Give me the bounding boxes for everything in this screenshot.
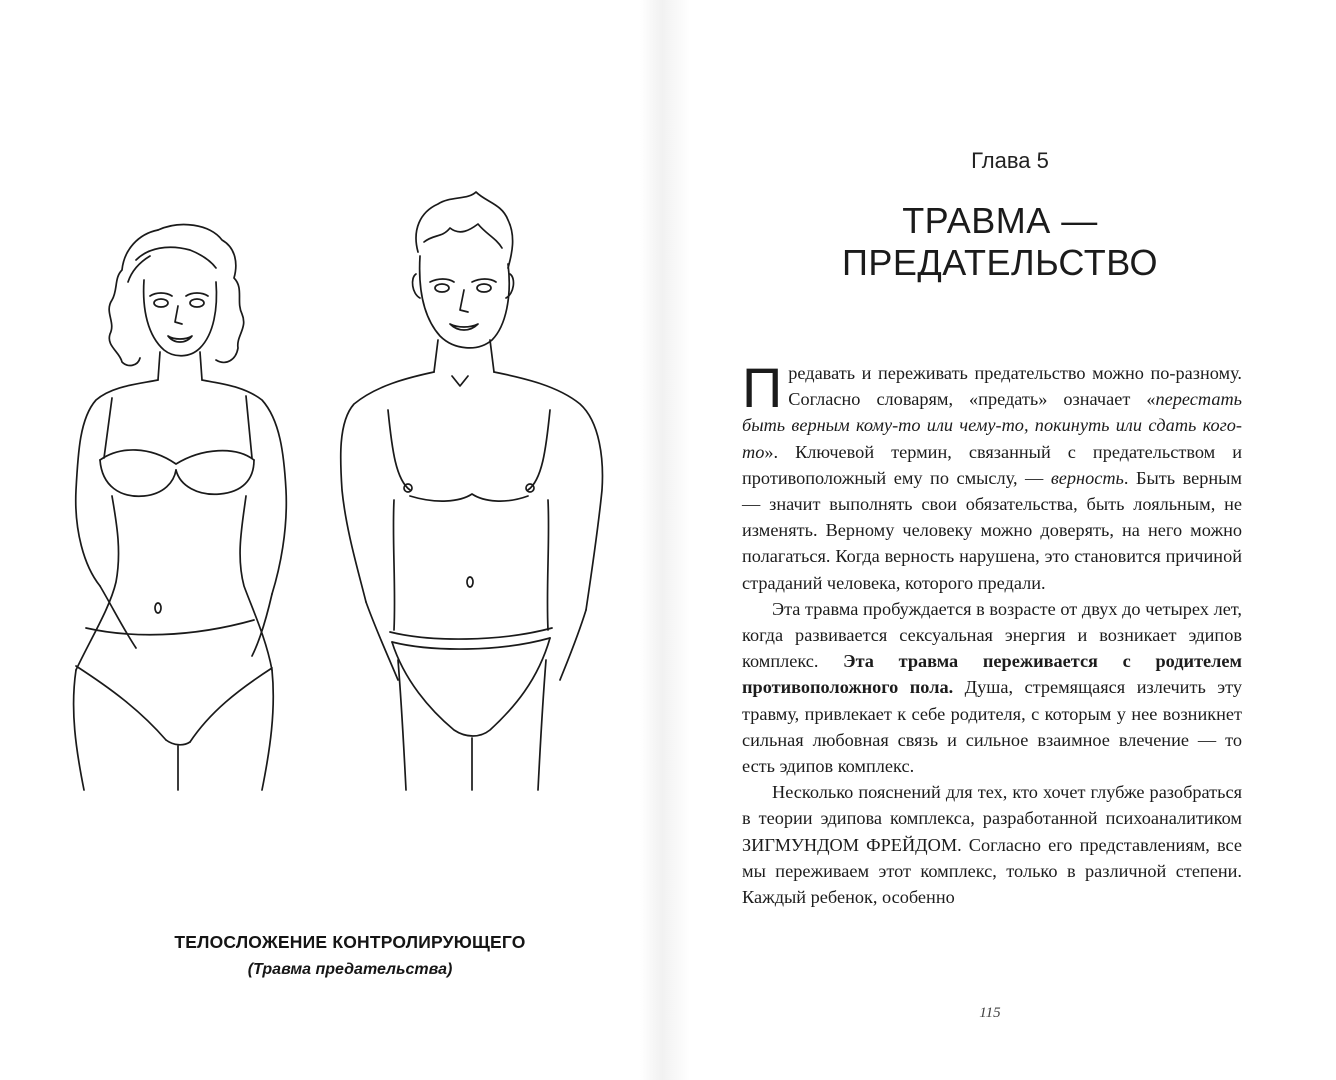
body-type-illustration — [40, 190, 640, 810]
paragraph-1-text-b: ». Ключевой термин, связанный с предательством и противоположный ему по смыслу, — — [742, 441, 1242, 488]
man-figure — [341, 192, 603, 790]
paragraph-2-text-b: Душа, стремящаяся излечить эту травму, привлекает к себе родителя, с которым у нее возникнет сильная любовная связь и сильное взаимное влечение — то есть эдипов комплекс. — [742, 677, 1242, 777]
chapter-label: Глава 5 — [971, 148, 1049, 173]
paragraph-1-italic-term: верность — [1050, 467, 1124, 488]
paragraph-3: Несколько пояснений для тех, кто хочет глубже разобраться в теории эдипова комплекса, разработанной психоаналитиком ЗИГМУНДОМ ФРЕЙДОМ. Согласно его представлениям, все мы переживаем этот комплекс, только в различной степени. Каждый ребенок, особенно — [742, 782, 1242, 908]
paragraph-2 — [742, 596, 1242, 779]
page-number: 115 — [979, 1005, 1001, 1021]
illustration-caption-subtitle: (Травма предательства) — [247, 961, 453, 978]
book-gutter — [640, 0, 690, 1080]
chapter-title: ТРАВМА — ПРЕДАТЕЛЬСТВО — [841, 200, 1159, 283]
paragraph-1-italic-definition: перестать быть верным кому-то или чему-то, покинуть или сдать кого-то — [742, 389, 1242, 462]
paragraph-2-text-a: Эта травма пробуждается в возрасте от двух до четырех лет, когда развивается сексуальная энергия и возникает эдипов комплекс. — [742, 598, 1242, 672]
chapter-body-text — [742, 356, 1242, 910]
paragraph-1-text-a: редавать и переживать предательство можно по-разному. Согласно словарям, «предать» означает « — [788, 363, 1242, 410]
paragraph-1 — [742, 356, 1242, 596]
paragraph-1-text-c: . Быть верным — значит выполнять свои обязательства, быть лояльным, не изменять. Верному человеку можно доверять, на него можно полагаться. Когда верность нарушена, это становится причиной страданий человека, которого предали. — [742, 467, 1242, 593]
woman-figure — [74, 225, 287, 790]
paragraph-2-bold-statement: Эта травма переживается с родителем противоположного пола. — [742, 651, 1242, 698]
drop-cap: П — [742, 356, 783, 419]
illustration-caption-title: ТЕЛОСЛОЖЕНИЕ КОНТРОЛИРУЮЩЕГО — [174, 932, 526, 952]
